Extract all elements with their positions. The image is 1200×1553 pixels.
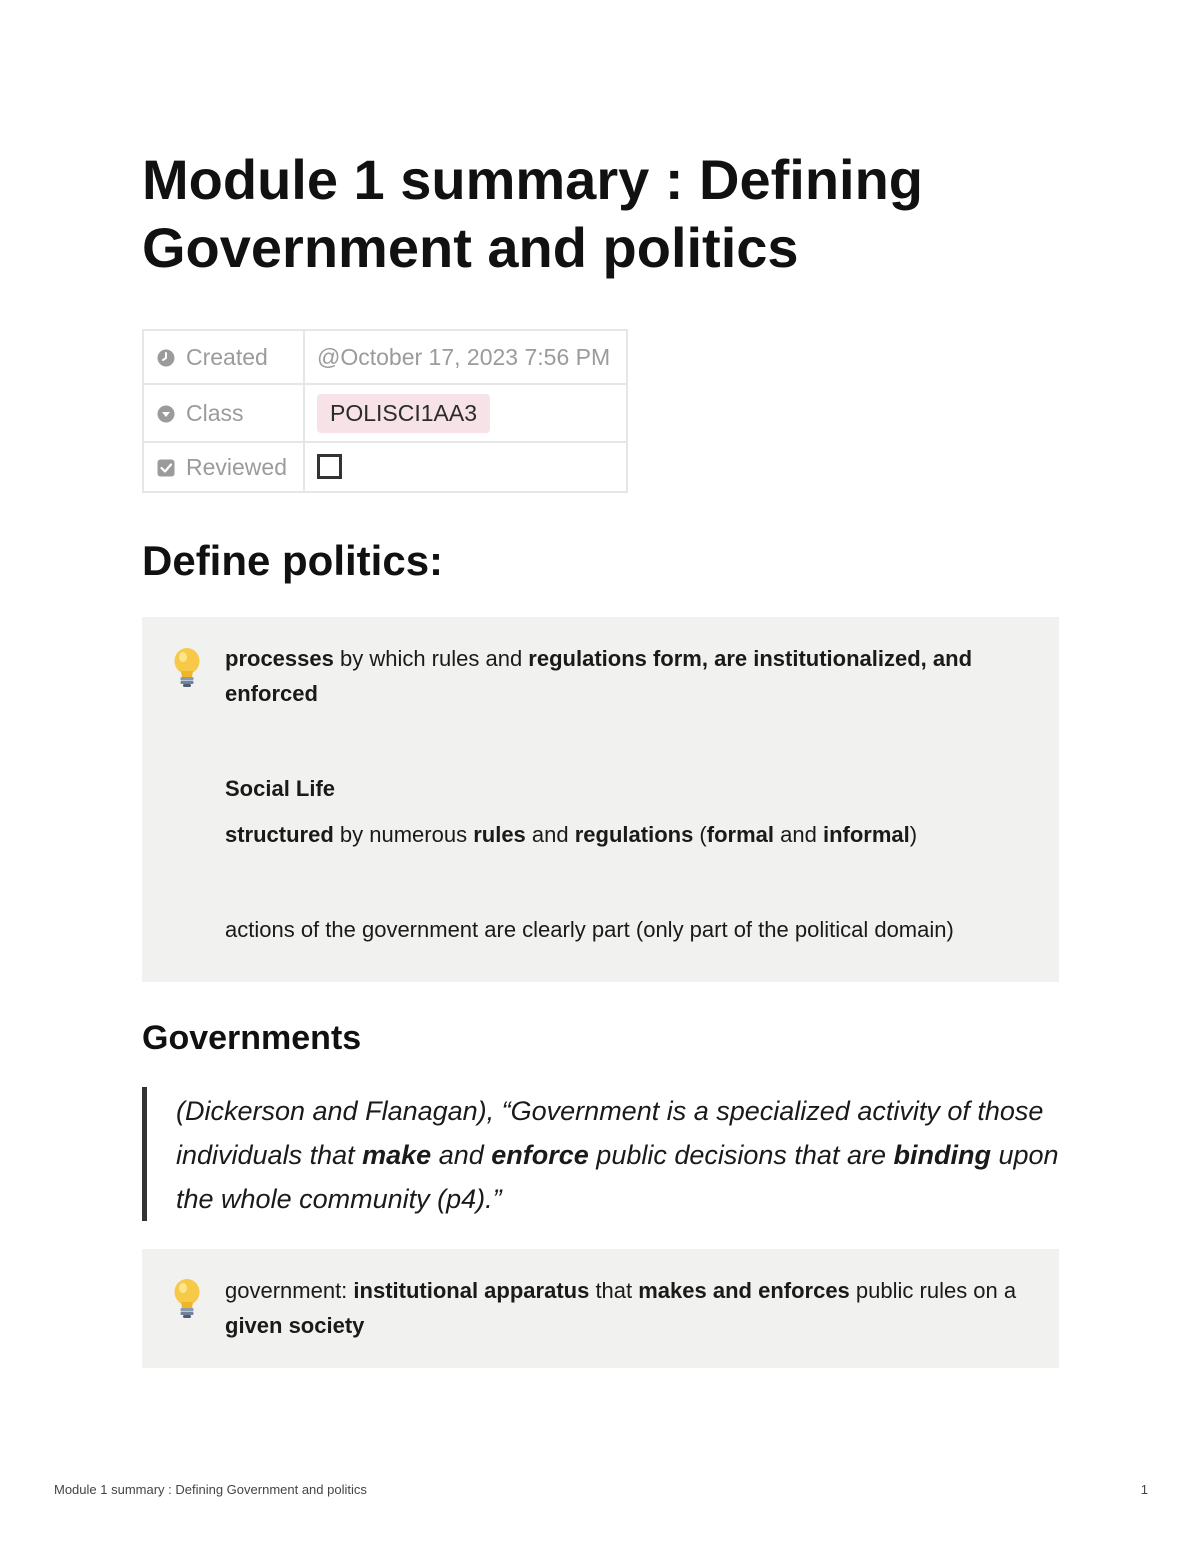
property-row-class [143, 384, 627, 442]
lightbulb-icon [170, 1277, 204, 1319]
bold-text: structured [225, 822, 334, 847]
text: and [431, 1140, 492, 1170]
text: that [589, 1278, 639, 1303]
text: public decisions that are [588, 1140, 894, 1170]
bold-text: binding [893, 1140, 991, 1170]
properties-table [142, 329, 628, 493]
text: government: [225, 1278, 354, 1303]
class-label: Class [186, 399, 244, 426]
class-tag[interactable]: POLISCI1AA3 [317, 394, 490, 433]
social-life-text [225, 817, 1029, 852]
bold-text: institutional apparatus [353, 1278, 590, 1303]
text: and [774, 822, 823, 847]
callout-define-politics [142, 617, 1059, 982]
page-number: 1 [1140, 1482, 1148, 1497]
text: by which rules and [333, 646, 529, 671]
bold-text: makes and enforces [638, 1278, 850, 1303]
bold-text: enforce [491, 1140, 589, 1170]
government-actions-text: actions of the government are clearly part (only part of the political domain) [225, 917, 954, 942]
text: ( [693, 822, 707, 847]
select-icon [156, 404, 176, 424]
social-life-label [225, 771, 1029, 806]
bold-text: regulations form, are institutionalized, and enforced [225, 646, 973, 706]
reviewed-label: Reviewed [186, 453, 287, 480]
bold-text: formal [706, 822, 775, 847]
text: ) [909, 822, 918, 847]
text: (Dickerson and Flanagan), “Government is a specialized activity of those individuals that [176, 1096, 1044, 1170]
bold-text: given society [225, 1313, 365, 1338]
checkbox-icon [156, 458, 176, 478]
governments-heading: Governments [142, 1019, 362, 1057]
reviewed-checkbox[interactable] [317, 454, 342, 479]
bold-text: informal [822, 822, 910, 847]
clock-icon [156, 348, 176, 368]
created-value: @October 17, 2023 7:56 PM [304, 330, 627, 384]
bold-text: Social Life [225, 776, 336, 801]
callout-government [142, 1249, 1059, 1368]
page-title: Module 1 summary : Defining Government and politics [142, 148, 923, 279]
callout-body [225, 1273, 1029, 1343]
text: by numerous [333, 822, 474, 847]
text: public rules on a [849, 1278, 1017, 1303]
created-label: Created [186, 343, 268, 370]
callout-body [225, 641, 1029, 947]
politics-definition [225, 641, 1029, 711]
bold-text: regulations [574, 822, 694, 847]
property-row-reviewed [143, 442, 627, 492]
define-politics-heading: Define politics: [142, 537, 444, 584]
lightbulb-icon [170, 646, 204, 688]
bold-text: make [362, 1140, 432, 1170]
bold-text: rules [473, 822, 526, 847]
text: and [525, 822, 575, 847]
property-row-created [143, 330, 627, 384]
footer-title: Module 1 summary : Defining Government and politics [54, 1482, 367, 1497]
text: upon the whole community (p4).” [176, 1140, 1059, 1214]
bold-text: processes [225, 646, 334, 671]
government-quote [142, 1087, 1072, 1221]
government-definition [225, 1273, 1029, 1343]
